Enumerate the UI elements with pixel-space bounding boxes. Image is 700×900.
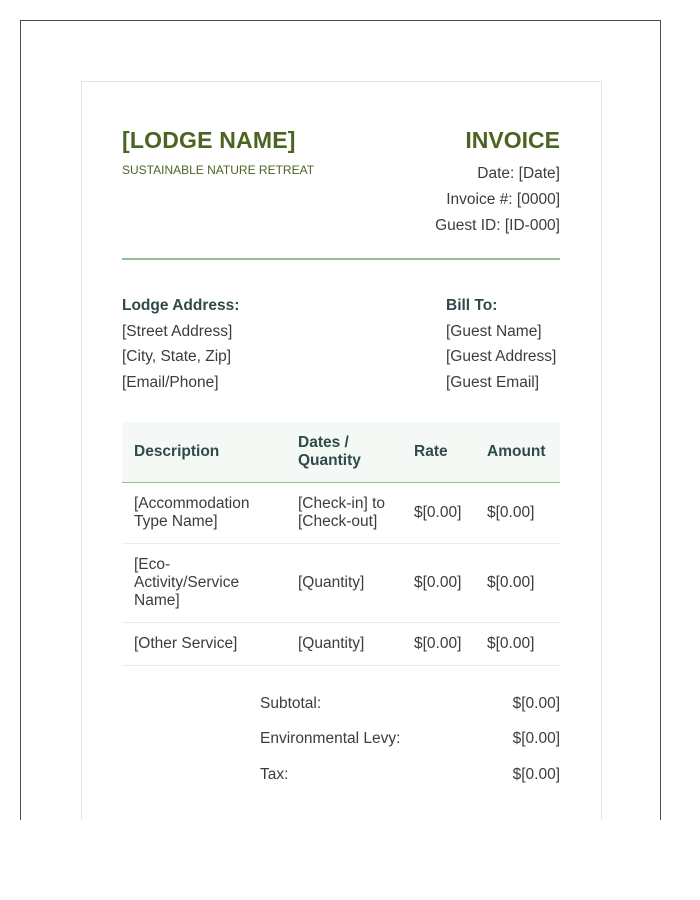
cell-dates-quantity: [Check-in] to [Check-out] <box>286 483 402 544</box>
tax-value: $[0.00] <box>512 766 560 783</box>
invoice-date: Date: [Date] <box>477 165 560 182</box>
invoice-title: INVOICE <box>465 127 560 153</box>
cell-description: [Other Service] <box>122 623 286 666</box>
environmental-levy-label: Environmental Levy: <box>260 730 401 747</box>
guest-address: [Guest Address] <box>446 348 557 365</box>
cell-rate: $[0.00] <box>402 544 475 623</box>
table-row <box>122 623 560 666</box>
line-items-table <box>122 422 560 666</box>
subtotal-value: $[0.00] <box>512 695 560 712</box>
lodge-name: [LODGE NAME] <box>122 127 296 153</box>
cell-amount: $[0.00] <box>475 544 560 623</box>
header-dates-quantity: Dates / Quantity <box>286 422 402 483</box>
guest-email: [Guest Email] <box>446 373 540 391</box>
cell-dates-quantity: [Quantity] <box>286 623 402 666</box>
header-description: Description <box>122 422 286 483</box>
header-rate: Rate <box>402 422 475 483</box>
bill-to-block <box>446 293 556 395</box>
subtotal-label: Subtotal: <box>260 695 322 712</box>
cell-description: [Accommodation Type Name] <box>122 483 286 544</box>
bill-to-heading: Bill To: <box>446 297 498 314</box>
invoice-number: Invoice #: [0000] <box>446 191 560 208</box>
lodge-street: [Street Address] <box>122 322 233 340</box>
cell-amount: $[0.00] <box>475 623 560 666</box>
cell-description: [Eco-Activity/Service Name] <box>122 544 286 623</box>
table-row <box>122 544 560 623</box>
document-frame <box>20 20 661 820</box>
lodge-contact: [Email/Phone] <box>122 373 219 391</box>
guest-name: [Guest Name] <box>446 322 542 340</box>
table-row <box>122 483 560 544</box>
lodge-address-heading: Lodge Address: <box>122 297 240 314</box>
guest-id: Guest ID: [ID-000] <box>435 217 560 234</box>
lodge-address-block <box>122 293 239 395</box>
cell-rate: $[0.00] <box>402 483 475 544</box>
lodge-tagline: SUSTAINABLE NATURE RETREAT <box>122 163 315 177</box>
environmental-levy-value: $[0.00] <box>512 730 560 747</box>
cell-amount: $[0.00] <box>475 483 560 544</box>
invoice-page <box>81 81 602 820</box>
header-divider <box>122 258 560 260</box>
tax-label: Tax: <box>260 766 289 783</box>
lodge-city: [City, State, Zip] <box>122 348 232 365</box>
cell-rate: $[0.00] <box>402 623 475 666</box>
cell-dates-quantity: [Quantity] <box>286 544 402 623</box>
table-header-row <box>122 422 560 483</box>
header-amount: Amount <box>475 422 560 483</box>
